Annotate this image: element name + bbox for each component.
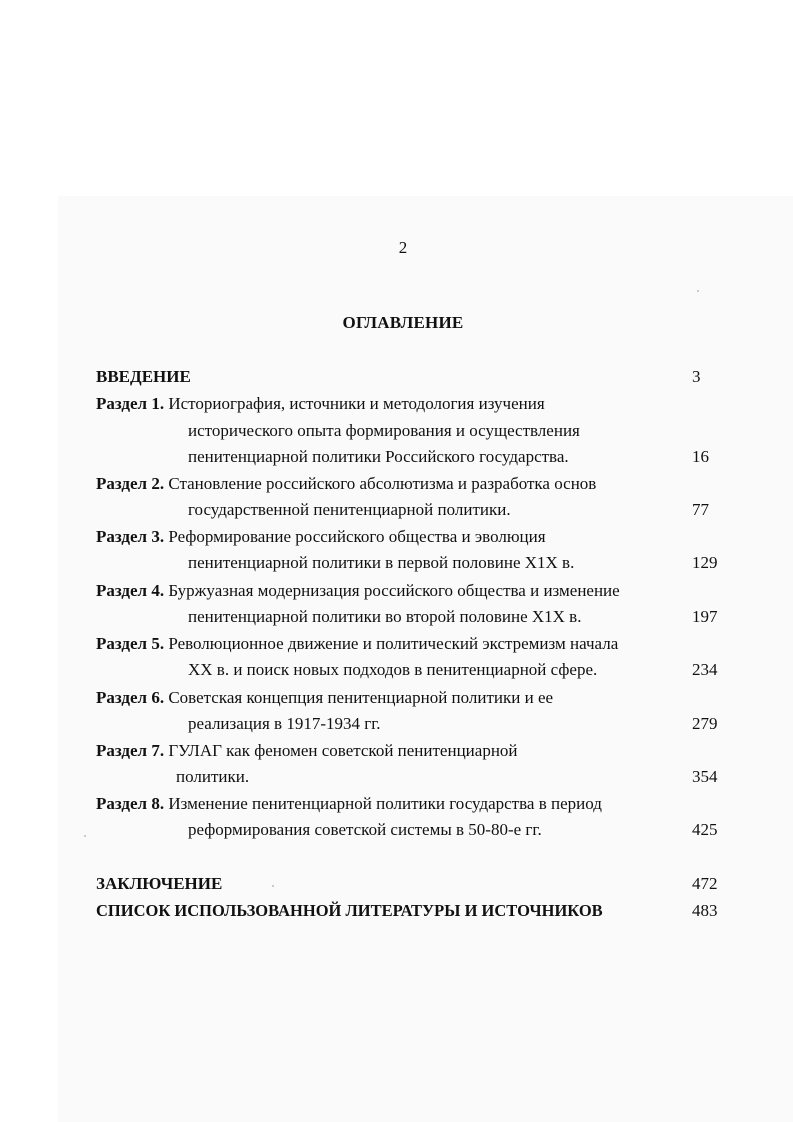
toc-section-2: [96, 473, 596, 495]
section-label: Раздел 2.: [96, 474, 165, 493]
toc-title: ОГЛАВЛЕНИЕ: [342, 313, 464, 332]
section-title-line: пенитенциарной политики Российского государства.: [188, 447, 569, 466]
section-title-line: ГУЛАГ как феномен советской пенитенциарной: [168, 741, 518, 760]
scan-speck: [272, 885, 274, 887]
section-title-line: пенитенциарной политики в первой половине Х1Х в.: [188, 553, 575, 572]
section-title-line: государственной пенитенциарной политики.: [188, 500, 511, 519]
section-title-line: Реформирование российского общества и эволюция: [168, 527, 546, 546]
toc-conclusion-page: 472: [692, 874, 718, 893]
section-title-line: пенитенциарной политики во второй половине Х1Х в.: [188, 607, 582, 626]
section-title-line: исторического опыта формирования и осуществления: [188, 421, 580, 440]
section-title-line: Буржуазная модернизация российского общества и изменение: [168, 581, 620, 600]
section-page: 77: [692, 500, 709, 519]
toc-section-5: [96, 633, 618, 655]
toc-section-6: [96, 687, 553, 709]
toc-intro-label: ВВЕДЕНИЕ: [96, 367, 191, 386]
section-page: 129: [692, 553, 718, 572]
toc-section-4: [96, 580, 620, 602]
section-label: Раздел 7.: [96, 741, 165, 760]
page-number: 2: [398, 238, 408, 257]
toc-references-page: 483: [692, 901, 718, 920]
section-label: Раздел 6.: [96, 688, 165, 707]
section-title-line: XX в. и поиск новых подходов в пенитенциарной сфере.: [188, 660, 598, 679]
section-page: 354: [692, 767, 718, 786]
toc-conclusion-label: ЗАКЛЮЧЕНИЕ: [96, 874, 223, 893]
toc-section-7: [96, 740, 518, 762]
section-page: 425: [692, 820, 718, 839]
section-title-line: реформирования советской системы в 50-80-е гг.: [188, 820, 542, 839]
toc-references-label: СПИСОК ИСПОЛЬЗОВАННОЙ ЛИТЕРАТУРЫ И ИСТОЧНИКОВ: [96, 901, 603, 920]
toc-section-8: [96, 793, 602, 815]
toc-section-1: [96, 393, 545, 415]
section-label: Раздел 1.: [96, 394, 165, 413]
section-label: Раздел 3.: [96, 527, 165, 546]
section-title-line: реализация в 1917-1934 гг.: [188, 714, 381, 733]
toc-intro-page: 3: [692, 367, 701, 386]
scan-speck: [84, 835, 86, 837]
section-title-line: Становление российского абсолютизма и разработка основ: [168, 474, 597, 493]
section-page: 16: [692, 447, 709, 466]
section-title-line: Историография, источники и методология изучения: [168, 394, 545, 413]
section-label: Раздел 8.: [96, 794, 165, 813]
section-page: 197: [692, 607, 718, 626]
section-title-line: Советская концепция пенитенциарной политики и ее: [168, 688, 554, 707]
scan-top-margin: [0, 0, 793, 196]
section-label: Раздел 5.: [96, 634, 165, 653]
section-page: 279: [692, 714, 718, 733]
section-page: 234: [692, 660, 718, 679]
section-title-line: Изменение пенитенциарной политики государства в период: [168, 794, 602, 813]
section-title-line: Революционное движение и политический экстремизм начала: [168, 634, 619, 653]
section-label: Раздел 4.: [96, 581, 165, 600]
section-title-line: политики.: [176, 767, 250, 786]
scan-speck: [697, 290, 699, 292]
toc-section-3: [96, 526, 546, 548]
